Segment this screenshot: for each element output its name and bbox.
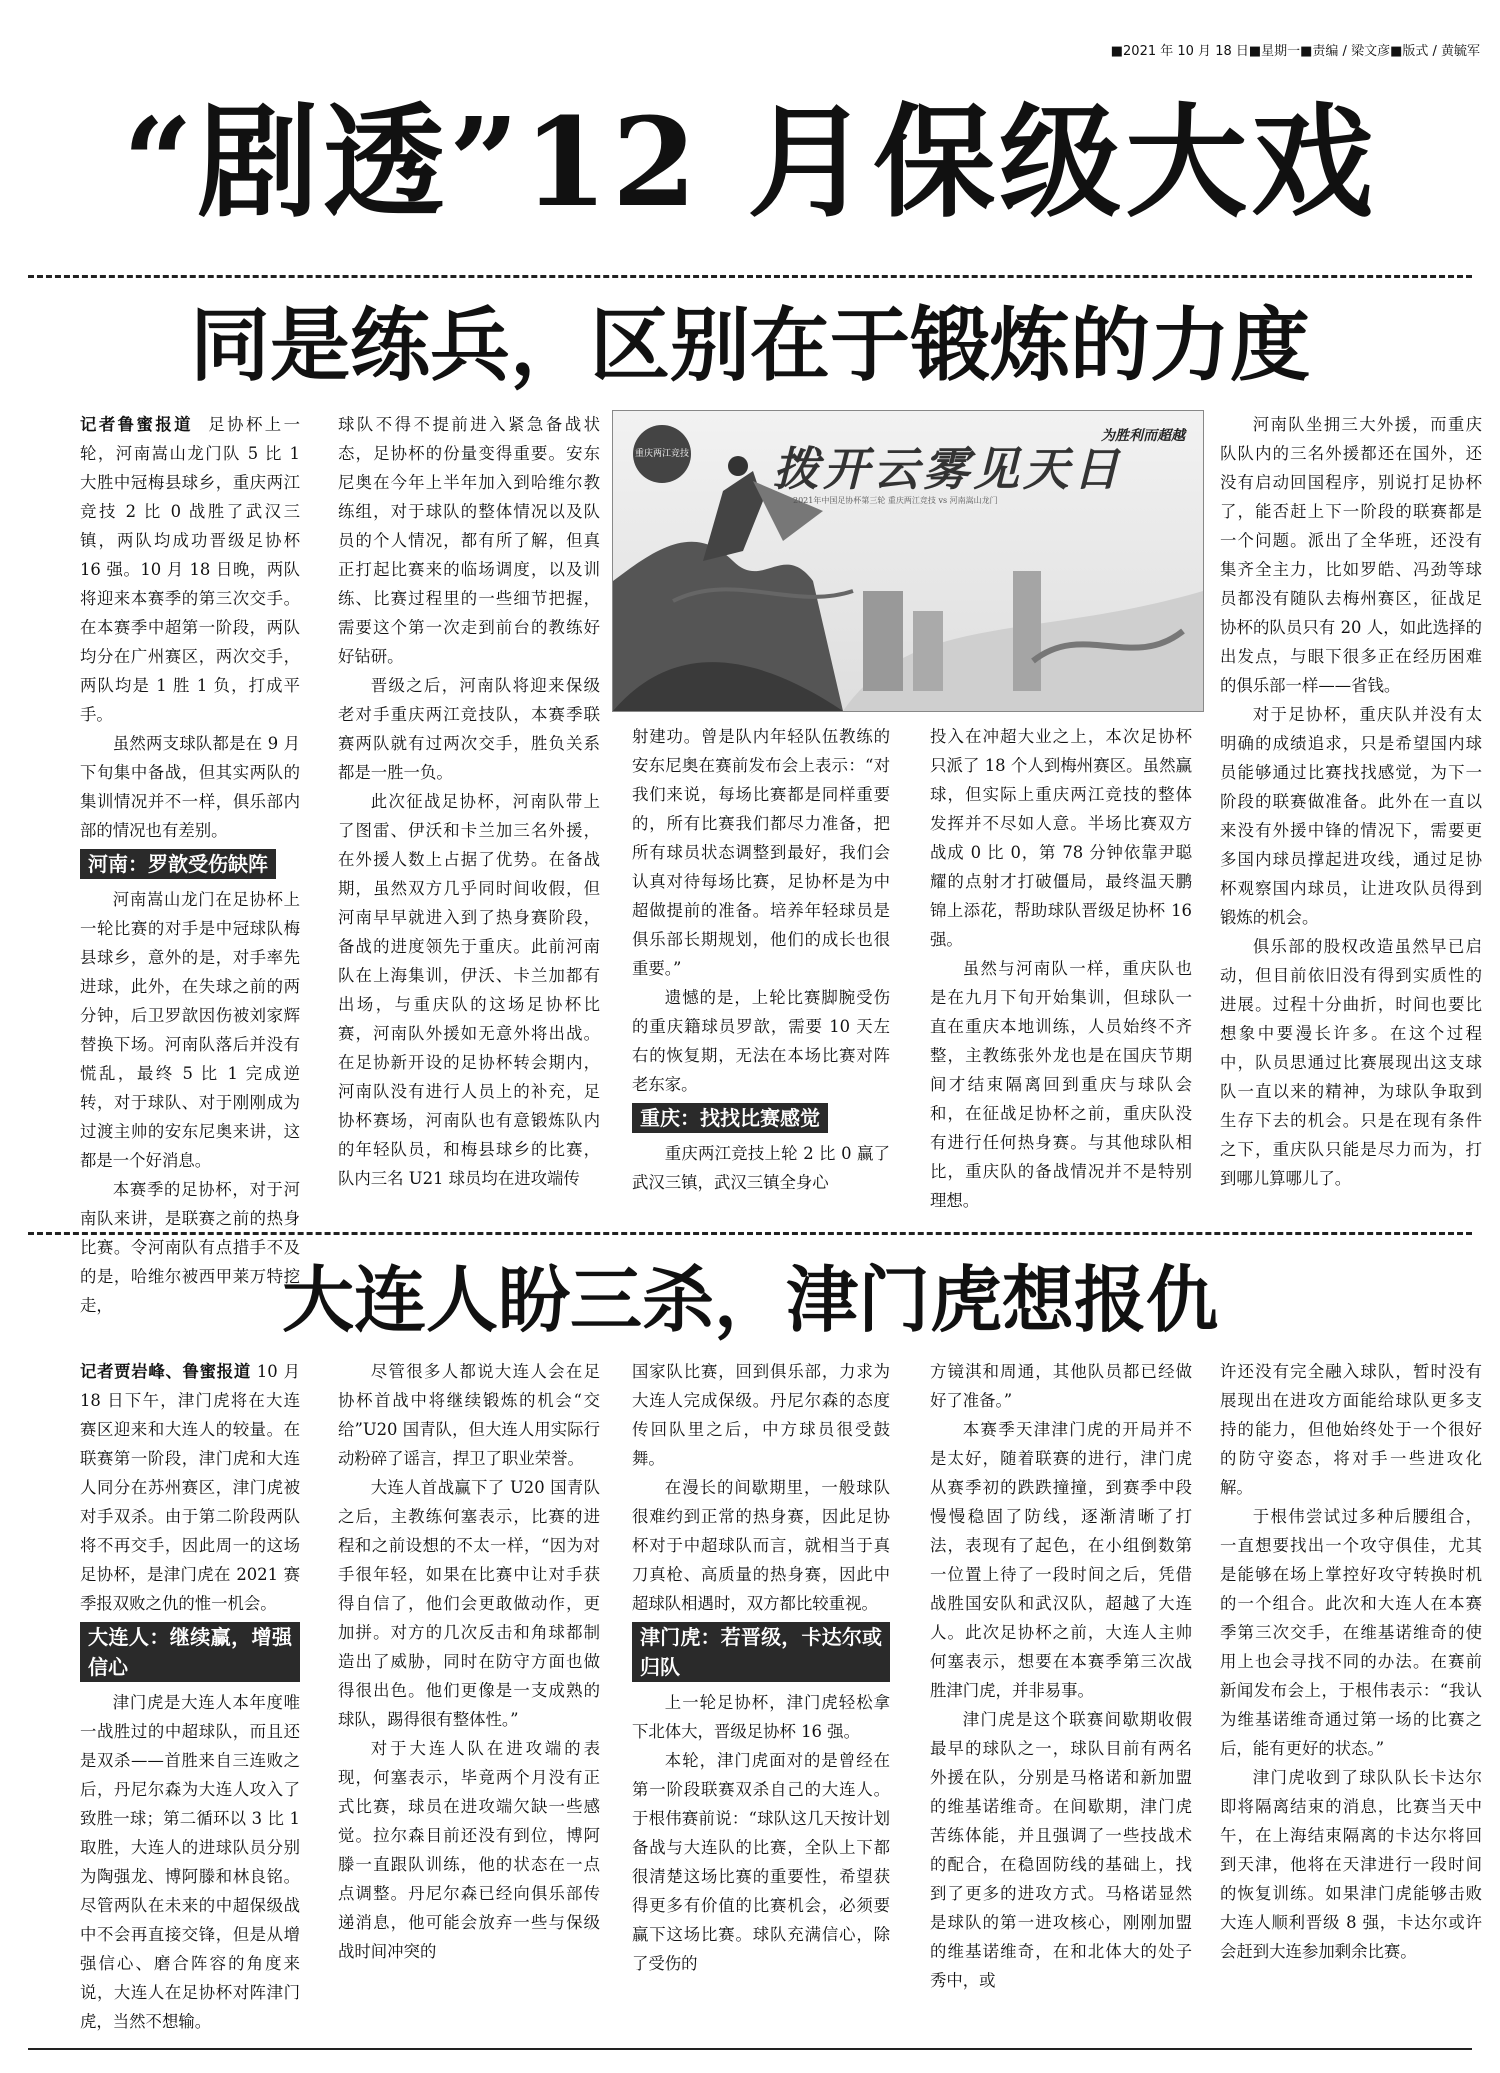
story2-column-5 — [1220, 1357, 1482, 2037]
story1-col1-p4: 本赛季的足协杯，对于河南队来讲，是联赛之前的热身比赛。令河南队有点措手不及的是，哈维尔被西甲莱万特挖走， — [80, 1180, 300, 1315]
story2-col4-p2: 本赛季天津津门虎的开局并不是太好，随着联赛的进行，津门虎从赛季初的跌跌撞撞，到赛季中段慢慢稳固了防线，逐渐清晰了打法，表现有了起色，在小组倒数第一位置上待了一段时间之后，凭借战胜国安队和武汉队，超越了大连人。此次足协杯之前，大连人主帅何塞表示，想要在本赛季第三次战胜津门虎，并非易事。 — [930, 1420, 1192, 1700]
club-logo: 重庆两江竞技 — [633, 425, 691, 483]
story1-col1-p1: 足协杯上一轮，河南嵩山龙门队 5 比 1 大胜中冠梅县球乡，重庆两江竞技 2 比 0 战胜了武汉三镇，两队均成功晋级足协杯 16 强。10 月 18 日晚，两队将迎来本赛季的第三次交手。在本赛季中超第一阶段，两队均分在广州赛区，两次交手，两队均是 1 胜 1 负，打成平手。 — [80, 415, 301, 724]
story1-col4-p1: 投入在冲超大业之上，本次足协杯只派了 18 个人到梅州赛区。虽然赢球，但实际上重庆两江竞技的整体发挥并不尽如人意。半场比赛双方战成 0 比 0，第 78 分钟依靠尹聪耀的点射才打破僵局，最终温天鹏锦上添花，帮助球队晋级足协杯 16 强。 — [930, 727, 1192, 949]
dateline: ■2021 年 10 月 18 日■星期一■责编 / 梁文彦■版式 / 黄毓军 — [1110, 44, 1480, 59]
story2-lead-paragraph — [80, 1357, 300, 1618]
story2-col4-p3: 津门虎是这个联赛间歇期收假最早的球队之一，球队目前有两名外援在队，分别是马格诺和新加盟的维基诺维奇。在间歇期，津门虎苦练体能，并且强调了一些技战术的配合，在稳固防线的基础上，找到了更多的进攻方式。马格诺显然是球队的第一进攻核心，刚刚加盟的维基诺维奇，在和北体大的处子秀中，或 — [930, 1710, 1192, 1990]
page-headline: “剧透”12 月保级大戏 — [122, 90, 1378, 234]
story1-col5-p3: 俱乐部的股权改造虽然早已启动，但目前依旧没有得到实质性的进展。过程十分曲折，时间也要比想象中要漫长许多。在这个过程中，队员思通过比赛展现出这支球队一直以来的精神，为球队争取到生存下去的机会。只是在现有条件之下，重庆队只能是尽力而为，打到哪儿算哪儿了。 — [1220, 937, 1482, 1188]
story1-col5-p2: 对于足协杯，重庆队并没有太明确的成绩追求，只是希望国内球员能够通过比赛找找感觉，为下一阶段的联赛做准备。此外在一直以来没有外援中锋的情况下，需要更多国内球员撑起进攻线，通过足协杯观察国内球员，让进攻队员得到锻炼的机会。 — [1220, 705, 1482, 927]
story1-col2-p2: 晋级之后，河南队将迎来保级老对手重庆两江竞技队，本赛季联赛两队就有过两次交手，胜负关系都是一胜一负。 — [338, 676, 600, 782]
divider-top — [28, 275, 1472, 278]
story2-col1-p2: 津门虎是大连人本年度唯一战胜过的中超球队，而且还是双杀——首胜来自三连败之后，丹尼尔森为大连人攻入了致胜一球；第二循环以 3 比 1 取胜，大连人的进球队员分别为陶强龙、博阿滕和林良铭。尽管两队在未来的中超保级战中不会再直接交锋，但是从增强信心、磨合阵容的角度来说，大连人在足协杯对阵津门虎，当然不想输。 — [80, 1693, 300, 2031]
story1-lead-paragraph — [80, 410, 300, 729]
story2-column-2 — [338, 1357, 600, 2037]
divider-bottom — [28, 2048, 1472, 2050]
poster-title: 拨开云雾见天日 — [773, 442, 1123, 496]
story2-column-3 — [632, 1357, 890, 2037]
story1-subhead-henan: 河南：罗歆受伤缺阵 — [80, 849, 276, 879]
story2-col1-p1: 10 月 18 日下午，津门虎将在大连赛区迎来和大连人的较量。在联赛第一阶段，津门虎和大连人同分在苏州赛区，津门虎被对手双杀。由于第二阶段两队将不再交手，因此周一的这场足协杯，是津门虎在 2021 赛季报双败之仇的惟一机会。 — [80, 1362, 301, 1613]
story1-photo — [612, 410, 1204, 712]
story1-col1-p3: 河南嵩山龙门在足协杯上一轮比赛的对手是中冠球队梅县球乡，意外的是，对手率先进球，此外，在失球之前的两分钟，后卫罗歆因伤被刘家辉替换下场。河南队落后并没有慌乱，最终 5 比 1 完成逆转，对于球队、对于刚刚成为过渡主帅的安东尼奥来讲，这都是一个好消息。 — [80, 890, 300, 1170]
divider-middle — [28, 1232, 1472, 1235]
story2-col2-p3: 对于大连人队在进攻端的表现，何塞表示，毕竟两个月没有正式比赛，球员在进攻端欠缺一些感觉。拉尔森目前还没有到位，博阿滕一直跟队训练，他的状态在一点点调整。丹尼尔森已经向俱乐部传递消息，他可能会放弃一些与保级战时间冲突的 — [338, 1739, 600, 1961]
story2-col3-p1: 国家队比赛，回到俱乐部，力求为大连人完成保级。丹尼尔森的态度传回队里之后，中方球员很受鼓舞。 — [632, 1362, 890, 1468]
story2-byline: 记者贾岩峰、鲁蜜报道 — [80, 1362, 251, 1381]
story1-col1-p2: 虽然两支球队都是在 9 月下旬集中备战，但其实两队的集训情况并不一样，俱乐部内部的情况也有差别。 — [80, 734, 300, 840]
story1-column-3 — [632, 722, 890, 1210]
story1-column-1 — [80, 410, 301, 1315]
story2-title: 大连人盼三杀，津门虎想报仇 — [281, 1258, 1218, 1342]
story1-title: 同是练兵，区别在于锻炼的力度 — [190, 299, 1310, 392]
story2-column-1 — [80, 1357, 300, 2037]
story2-col3-p3: 上一轮足协杯，津门虎轻松拿下北体大，晋级足协杯 16 强。 — [632, 1693, 890, 1741]
story2-col5-p2: 于根伟尝试过多种后腰组合，一直想要找出一个攻守俱佳，尤其是能够在场上掌控好攻守转换时机的一个组合。此次和大连人在本赛季第三次交手，在维基诺维奇的使用上也会寻找不同的办法。在赛前新闻发布会上，于根伟表示：“我认为维基诺维奇通过第一场的比赛之后，能有更好的状态。” — [1220, 1507, 1482, 1758]
story1-column-5 — [1220, 410, 1482, 1210]
story1-col2-p3: 此次征战足协杯，河南队带上了图雷、伊沃和卡兰加三名外援，在外援人数上占据了优势。在备战期，虽然双方几乎同时间收假，但河南早早就进入到了热身赛阶段，备战的进度领先于重庆。此前河南队在上海集训，伊沃、卡兰加都有出场，与重庆队的这场足协杯比赛，河南队外援如无意外将出战。在足协新开设的足协杯转会期内，河南队没有进行人员上的补充，足协杯赛场，河南队也有意锻炼队内的年轻队员，和梅县球乡的比赛，队内三名 U21 球员均在进攻端传 — [338, 792, 600, 1188]
story2-subhead-tianjin: 津门虎：若晋级，卡达尔或归队 — [632, 1622, 890, 1682]
story2-col4-p1: 方镜淇和周通，其他队员都已经做好了准备。” — [930, 1362, 1192, 1410]
story1-byline: 记者鲁蜜报道 — [80, 415, 193, 434]
story2-column-4 — [930, 1357, 1192, 2037]
story2-col5-p1: 许还没有完全融入球队，暂时没有展现出在进攻方面能给球队更多支持的能力，但他始终处于一个很好的防守姿态，将对手一些进攻化解。 — [1220, 1362, 1482, 1497]
story1-col5-p1: 河南队坐拥三大外援，而重庆队队内的三名外援都还在国外，还没有启动回国程序，别说打足协杯了，能否赶上下一阶段的联赛都是一个问题。派出了全华班，还没有集齐全主力，比如罗皓、冯劲等球员都没有随队去梅州赛区，征战足协杯的队员只有 20 人，如此选择的出发点，与眼下很多正在经历困难的俱乐部一样——省钱。 — [1220, 415, 1482, 695]
story1-col3-p3: 重庆两江竞技上轮 2 比 0 赢了武汉三镇，武汉三镇全身心 — [632, 1144, 890, 1192]
story1-column-4 — [930, 722, 1192, 1210]
story2-col5-p3: 津门虎收到了球队队长卡达尔即将隔离结束的消息，比赛当天中午，在上海结束隔离的卡达尔将回到天津，他将在天津进行一段时间的恢复训练。如果津门虎能够击败大连人顺利晋级 8 强，卡达尔或许会赶到大连参加剩余比赛。 — [1220, 1768, 1482, 1961]
poster-caption: 2021年中国足协杯第三轮 重庆两江竞技 vs 河南嵩山龙门 — [793, 496, 998, 505]
story1-col2-p1: 球队不得不提前进入紧急备战状态，足协杯的份量变得重要。安东尼奥在今年上半年加入到哈维尔教练组，对于球队的整体情况以及队员的个人情况，都有所了解，但真正打起比赛来的临场调度，以及训练、比赛过程里的一些细节把握，需要这个第一次走到前台的教练好好钻研。 — [338, 415, 600, 666]
story2-col3-p4: 本轮，津门虎面对的是曾经在第一阶段联赛双杀自己的大连人。于根伟赛前说：“球队这几天按计划备战与大连队的比赛，全队上下都很清楚这场比赛的重要性，希望获得更多有价值的比赛机会，必须要赢下这场比赛。球队充满信心，除了受伤的 — [632, 1751, 890, 1973]
story2-col3-p2: 在漫长的间歇期里，一般球队很难约到正常的热身赛，因此足协杯对于中超球队而言，就相当于真刀真枪、高质量的热身赛，因此中超球队相遇时，双方都比较重视。 — [632, 1478, 890, 1613]
story2-col2-p1: 尽管很多人都说大连人会在足协杯首战中将继续锻炼的机会“交给”U20 国青队，但大连人用实际行动粉碎了谣言，捍卫了职业荣誉。 — [338, 1362, 600, 1468]
story2-col2-p2: 大连人首战赢下了 U20 国青队之后，主教练何塞表示，比赛的进程和之前设想的不太一样，“因为对手很年轻，如果在比赛中让对手获得自信了，他们会更敢做动作，更加拼。对方的几次反击和角球都制造出了威胁，同时在防守方面也做得很出色。他们更像是一支成熟的球队，踢得很有整体性。” — [338, 1478, 600, 1729]
story1-col3-p1: 射建功。曾是队内年轻队伍教练的安东尼奥在赛前发布会上表示：“对我们来说，每场比赛都是同样重要的，所有比赛我们都尽力准备，把所有球员状态调整到最好，我们会认真对待每场比赛，足协杯是为中超做提前的准备。培养年轻球员是俱乐部长期规划，他们的成长也很重要。” — [632, 727, 890, 978]
story1-col4-p2: 虽然与河南队一样，重庆队也是在九月下旬开始集训，但球队一直在重庆本地训练，人员始终不齐整，主教练张外龙也是在国庆节期间才结束隔离回到重庆与球队会和，在征战足协杯之前，重庆队没有进行任何热身赛。与其他球队相比，重庆队的备战情况并不是特别理想。 — [930, 959, 1192, 1210]
story2-subhead-dalian: 大连人：继续赢，增强信心 — [80, 1622, 300, 1682]
poster-slogan: 为胜利而超越 — [1101, 428, 1185, 444]
story1-column-2 — [338, 410, 600, 1210]
story1-subhead-chongqing: 重庆：找找比赛感觉 — [632, 1103, 828, 1133]
story1-col3-p2: 遗憾的是，上轮比赛脚腕受伤的重庆籍球员罗歆，需要 10 天左右的恢复期，无法在本场比赛对阵老东家。 — [632, 988, 890, 1094]
